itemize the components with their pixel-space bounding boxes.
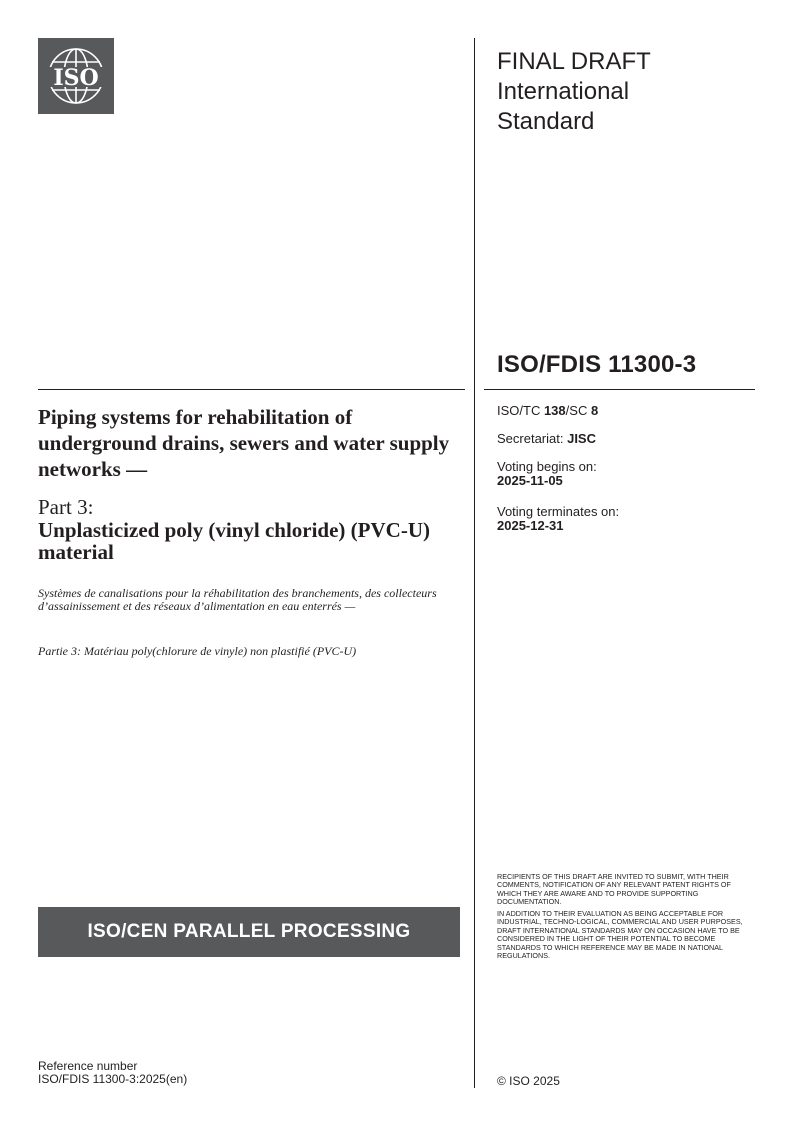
reference-number	[38, 1060, 187, 1086]
reference-label: Reference number	[38, 1059, 138, 1073]
right-divider	[484, 389, 755, 390]
left-divider	[38, 389, 465, 390]
voting-begins-label: Voting begins on:	[497, 459, 597, 474]
stage-line-2: International	[497, 78, 630, 105]
title-main: Piping systems for rehabilitation of underground drains, sewers and water supply networks —	[38, 405, 450, 481]
voting-terminates-date: 2025-12-31	[497, 518, 564, 533]
logo-text: ISO	[53, 65, 99, 91]
stage-line-1: FINAL DRAFT	[497, 48, 651, 75]
document-stage	[497, 47, 757, 137]
french-part-title: Partie 3: Matériau poly(chlorure de vinyle) non plastifié (PVC-U)	[38, 644, 357, 658]
french-title: Systèmes de canalisations pour la réhabilitation des branchements, des collecteurs d’assainissement et des réseaux d’alimentation en eau enterrés —	[38, 586, 437, 613]
vertical-divider	[474, 38, 475, 1088]
voting-terminates-label: Voting terminates on:	[497, 504, 620, 519]
notice-paragraph-1: RECIPIENTS OF THIS DRAFT ARE INVITED TO SUBMIT, WITH THEIR COMMENTS, NOTIFICATION OF ANY RELEVANT PATENT RIGHTS OF WHICH THEY ARE AWARE AND TO PROVIDE SUPPORTING DOCUMENTATION.	[497, 872, 731, 907]
voting-begins	[497, 460, 747, 488]
reference-value: ISO/FDIS 11300-3:2025(en)	[38, 1072, 188, 1086]
document-number: ISO/FDIS 11300-3	[497, 351, 697, 378]
title-part: Part 3:	[38, 495, 94, 519]
committee: ISO/TC 138/SC 8	[497, 403, 599, 418]
stage-line-3: Standard	[497, 108, 595, 135]
iso-logo	[38, 38, 114, 114]
title-subtitle: Unplasticized poly (vinyl chloride) (PVC-U) material	[38, 518, 430, 564]
voting-terminates	[497, 505, 747, 533]
voting-begins-date: 2025-11-05	[497, 473, 563, 488]
globe-icon	[38, 38, 114, 114]
copyright: © ISO 2025	[497, 1074, 560, 1088]
secretariat: Secretariat: JISC	[497, 431, 596, 446]
parallel-processing-banner: ISO/CEN PARALLEL PROCESSING	[38, 907, 460, 957]
notice-paragraph-2: IN ADDITION TO THEIR EVALUATION AS BEING ACCEPTABLE FOR INDUSTRIAL, TECHNO-LOGICAL, COMMERCIAL AND USER PURPOSES, DRAFT INTERNATIONAL STANDARDS MAY ON OCCASION HAVE TO BE CONSIDERED IN THE LIGHT OF THEIR POTENTIAL TO BECOME STANDARDS TO WHICH REFERENCE MAY BE MADE IN NATIONAL REGULATIONS.	[497, 909, 743, 961]
